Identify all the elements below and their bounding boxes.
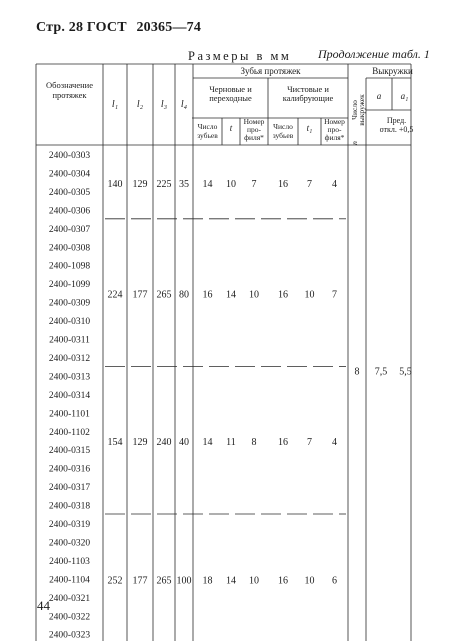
group-3-t1: 10 — [304, 575, 315, 587]
col-l1: l₁ — [111, 99, 119, 110]
tolerance-line2: откл. +0,5 — [379, 125, 414, 134]
group-1-z1: 16 — [278, 289, 288, 301]
group-3-z: 18 — [202, 575, 213, 587]
prof-finish-line1: Номер — [324, 117, 345, 126]
designation-cell: 2400-0320 — [48, 538, 91, 549]
table-text — [46, 66, 413, 641]
col-designation-line1: Обозначение — [46, 80, 93, 90]
group-3-l4: 100 — [176, 575, 192, 587]
cuts-group-header: Выкружки — [372, 66, 413, 76]
cuts-a1: 5,5 — [399, 366, 412, 378]
z-rough-line2: зубьев — [197, 131, 218, 140]
designation-cell: 2400-1099 — [48, 280, 91, 291]
group-3-z1: 16 — [278, 575, 288, 587]
designation-cell: 2400-0317 — [48, 483, 91, 494]
group-1-prof1: 7 — [332, 289, 337, 301]
designation-cell: 2400-0316 — [48, 464, 91, 475]
group-0-t1: 7 — [307, 178, 312, 190]
group-2-z: 14 — [202, 437, 213, 449]
t-rough: t — [229, 123, 233, 133]
tolerance-line1: Пред. — [386, 116, 407, 125]
teeth-group-header: Зубья протяжек — [240, 66, 301, 76]
group-0-l4: 35 — [179, 178, 189, 190]
group-2-prof1: 4 — [332, 437, 337, 449]
group-0-t: 10 — [226, 178, 236, 190]
col-l2: l₂ — [136, 99, 144, 110]
group-1-t: 14 — [226, 289, 236, 301]
col-l4: l₄ — [180, 99, 188, 110]
group-2-t1: 7 — [307, 437, 312, 449]
designation-cell: 2400-1103 — [49, 556, 90, 567]
group-2-prof: 8 — [251, 437, 257, 449]
designation-cell: 2400-0311 — [49, 335, 90, 346]
prof-rough-line1: Номер — [243, 117, 265, 126]
designation-cell: 2400-0304 — [48, 169, 91, 180]
group-0-l2: 129 — [132, 178, 148, 190]
standard-number: 20365—74 — [136, 20, 202, 35]
z-rough-line1: Число — [197, 122, 218, 131]
t-finish: t₁ — [306, 123, 313, 133]
group-1-l4: 80 — [179, 289, 189, 301]
prof-rough-line3: филя* — [244, 133, 264, 142]
rough-group-line2: переходные — [209, 93, 252, 103]
designation-cell: 2400-0319 — [48, 520, 91, 530]
designation-cell: 2400-0305 — [48, 187, 91, 198]
group-2-l2: 129 — [132, 437, 148, 449]
designation-cell: 2400-0313 — [48, 372, 91, 383]
z-finish-line1: Число — [273, 122, 293, 131]
group-2-z1: 16 — [278, 437, 288, 449]
rough-group-line1: Черновые и — [209, 84, 252, 94]
group-3-l2: 177 — [132, 575, 148, 587]
group-1-l2: 177 — [132, 289, 148, 301]
num-cuts-line1: Число — [350, 100, 359, 120]
table-grid — [36, 64, 411, 641]
prof-finish-line3: филя* — [324, 133, 345, 142]
page-number: 44 — [37, 598, 50, 613]
num-cuts-line2: выкружек — [357, 94, 366, 126]
group-2-l1: 154 — [107, 437, 123, 449]
group-3-prof1: 6 — [332, 575, 337, 587]
designation-cell: 2400-0321 — [48, 593, 91, 604]
col-a1: a₁ — [400, 91, 409, 101]
group-0-prof1: 4 — [332, 178, 337, 190]
designation-cell: 2400-1102 — [49, 427, 90, 438]
cuts-a: 7,5 — [374, 366, 388, 378]
designation-cell: 2400-0308 — [48, 243, 91, 254]
prof-rough-line2: про- — [246, 125, 262, 134]
group-3-l1: 252 — [107, 575, 123, 587]
group-3-t: 14 — [226, 575, 236, 587]
group-0-z: 14 — [202, 178, 213, 190]
prof-finish-line2: про- — [327, 125, 342, 134]
cuts-n: 8 — [354, 366, 360, 378]
designation-cell: 2400-0322 — [48, 612, 91, 623]
group-0-z1: 16 — [278, 178, 288, 190]
finish-group-line2: калибрующие — [282, 93, 334, 103]
designation-cell: 2400-1101 — [49, 409, 90, 420]
group-3-prof: 10 — [249, 575, 259, 587]
group-1-prof: 10 — [249, 289, 259, 301]
group-1-z: 16 — [202, 289, 213, 301]
num-cuts-n: n — [350, 141, 359, 145]
z-finish-line2: зубьев — [272, 131, 294, 140]
designation-cell: 2400-0310 — [48, 317, 91, 328]
group-0-l3: 225 — [156, 178, 172, 190]
designation-cell: 2400-0315 — [48, 446, 91, 457]
designation-cell: 2400-1098 — [48, 261, 91, 272]
group-2-l3: 240 — [156, 437, 172, 449]
designation-cell: 2400-0309 — [48, 298, 91, 309]
col-designation-line2: протяжек — [52, 90, 87, 100]
designation-cell: 2400-0306 — [48, 206, 91, 217]
designation-cell: 2400-0303 — [48, 151, 91, 161]
group-1-l3: 265 — [156, 289, 172, 301]
finish-group-line1: Чистовые и — [287, 84, 329, 94]
group-1-t1: 10 — [304, 289, 315, 301]
page-prefix: Стр. 28 — [36, 20, 84, 35]
group-0-prof: 7 — [251, 178, 257, 190]
group-2-t: 11 — [226, 437, 236, 449]
continuation-label: Продолжение табл. 1 — [318, 47, 430, 61]
designation-cell: 2400-0312 — [48, 353, 91, 364]
standard-label: ГОСТ — [86, 20, 127, 35]
designation-cell: 2400-0307 — [48, 224, 91, 235]
group-3-l3: 265 — [156, 575, 172, 587]
group-2-l4: 40 — [179, 437, 189, 449]
table-title: Размеры в мм — [188, 49, 292, 63]
designation-cell: 2400-0323 — [48, 630, 91, 641]
col-a: a — [376, 91, 382, 101]
designation-cell: 2400-0314 — [48, 390, 91, 401]
col-l3: l₃ — [160, 99, 168, 110]
group-0-l1: 140 — [107, 178, 123, 190]
designation-cell: 2400-1104 — [49, 575, 90, 586]
designation-cell: 2400-0318 — [48, 501, 91, 512]
group-1-l1: 224 — [107, 289, 123, 301]
